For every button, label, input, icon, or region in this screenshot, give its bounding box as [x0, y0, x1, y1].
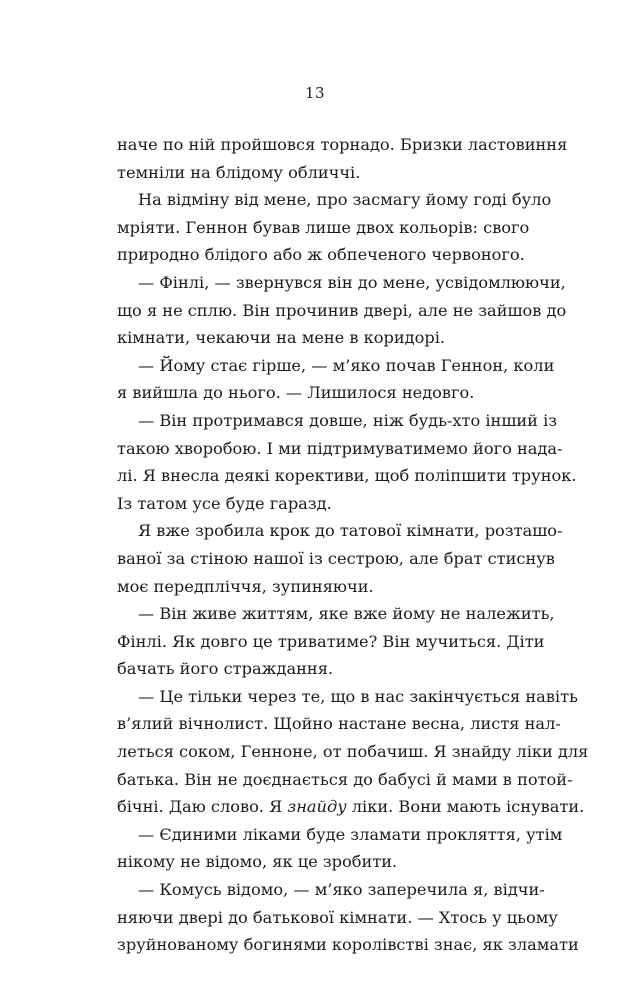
text-line: що я не сплю. Він прочинив двері, але не зайшов до [117, 300, 567, 320]
text-line: — Це тільки через те, що в нас закінчується навіть [138, 686, 578, 706]
text-line: Фінлі. Як довго це триватиме? Він мучиться. Діти [117, 631, 545, 651]
text-line: Я вже зробила крок до татової кімнати, розташо- [138, 521, 563, 541]
text-line: батька. Він не доєднається до бабусі й мами в потой- [117, 769, 573, 789]
text-line: — Йому стає гірше, — м’яко почав Геннон, коли [138, 355, 555, 375]
text-line: моє передпліччя, зупиняючи. [117, 576, 374, 596]
text-line: нікому не відомо, як це зробити. [117, 852, 398, 872]
body-text [117, 131, 589, 959]
text-line: в’ялий вічнолист. Щойно настане весна, листя нал- [117, 714, 561, 734]
text-line: зруйнованому богинями королівстві знає, як зламати [117, 935, 579, 955]
text-segment: ліки. Вони мають існувати. [346, 797, 585, 817]
text-line: темніли на блідому обличчі. [117, 162, 361, 182]
text-segment: бічні. Даю слово. Я [117, 797, 288, 817]
text-line: — Комусь відомо, — м’яко заперечила я, відчи- [138, 880, 545, 900]
text-line: наче по ній пройшовся торнадо. Бризки ластовиння [117, 135, 568, 154]
text-line: — Єдиними ліками буде зламати прокляття, утім [138, 824, 563, 844]
text-line: кімнати, чекаючи на мене в коридорі. [117, 328, 446, 348]
text-line: Із татом усе буде гаразд. [117, 493, 332, 513]
text-line [117, 793, 585, 821]
text-line: бачать його страждання. [117, 659, 334, 679]
text-line: — Він живе життям, яке вже йому не належить, [138, 604, 555, 624]
page-number: 13 [304, 84, 326, 102]
text-line: — Він протримався довше, ніж будь-хто інший із [138, 410, 558, 430]
text-line: няючи двері до батькової кімнати. — Хтось у цьому [117, 907, 558, 927]
text-line: На відміну від мене, про засмагу йому годі було [138, 190, 552, 210]
text-line: ваної за стіною нашої із сестрою, але брат стиснув [117, 548, 555, 568]
text-line: я вийшла до нього. — Лишилося недовго. [117, 383, 475, 403]
emphasized-word: знайду [287, 797, 347, 817]
text-line: лі. Я внесла деякі корективи, щоб поліпшити трунок. [117, 466, 577, 486]
text-line: леться соком, Генноне, от побачиш. Я знайду ліки для [117, 742, 589, 762]
text-line: мріяти. Геннон бував лише двох кольорів: свого [117, 217, 530, 237]
text-line: природно блідого або ж обпеченого червоного. [117, 245, 525, 265]
text-line: такою хворобою. І ми підтримуватимемо його нада- [117, 438, 563, 458]
text-line: — Фінлі, — звернувся він до мене, усвідомлюючи, [138, 272, 566, 292]
